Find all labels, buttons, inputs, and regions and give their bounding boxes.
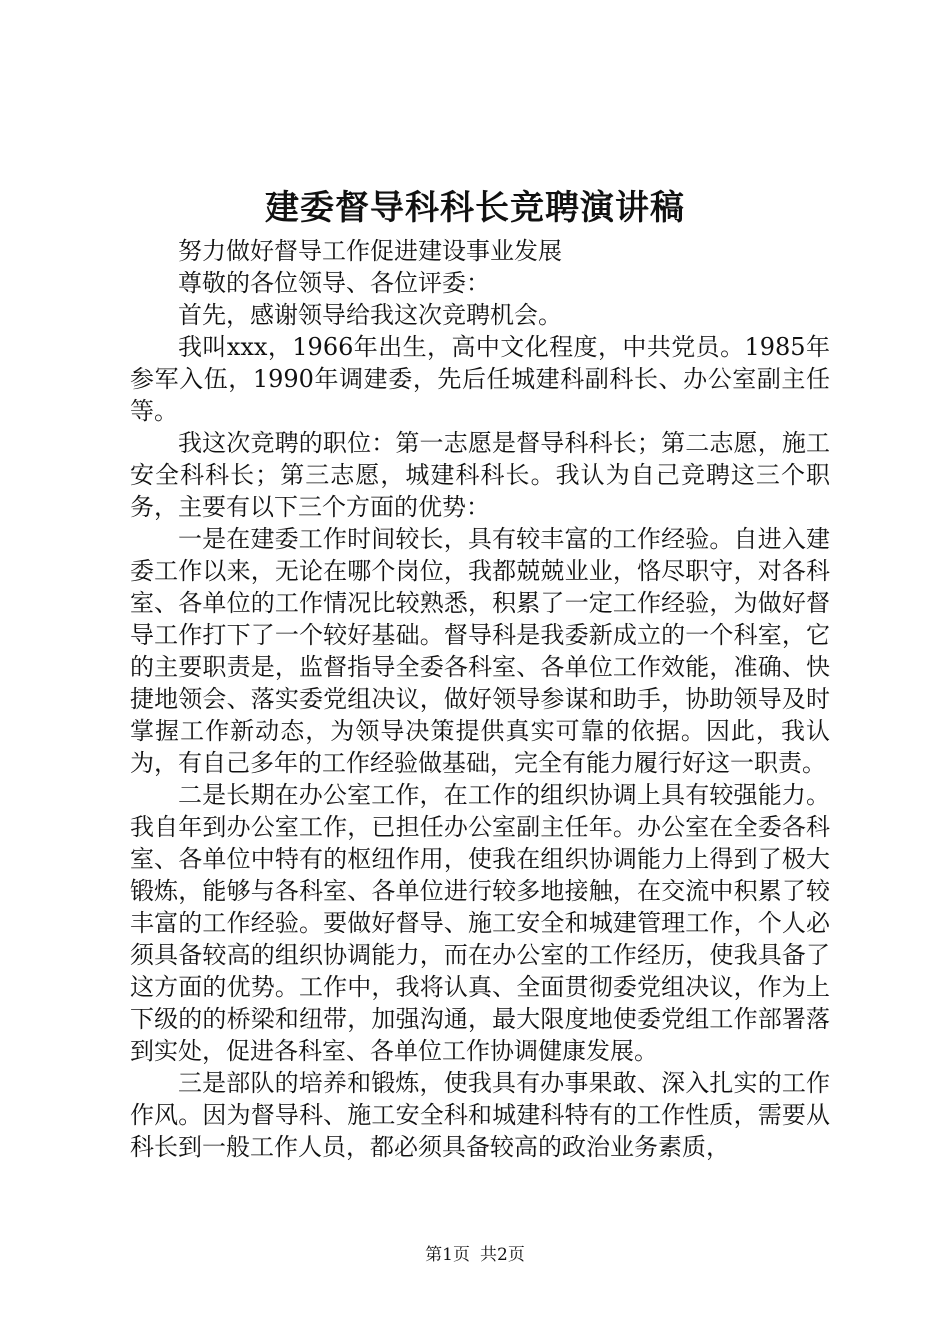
document-title: 建委督导科科长竞聘演讲稿 xyxy=(265,188,685,228)
paragraph-subtitle: 努力做好督导工作促进建设事业发展 xyxy=(178,237,562,265)
paragraph-salutation: 尊敬的各位领导、各位评委： xyxy=(178,269,490,297)
paragraph: 三是部队的培养和锻炼，使我具有办事果敢、深入扎实的工作作风。因为督导科、施工安全科和城建科特有的工作性质，需要从科长到一般工作人员，都必须具备较高的政治业务素质， xyxy=(130,1069,830,1161)
document-body xyxy=(130,235,830,1163)
paragraph: 首先，感谢领导给我这次竞聘机会。 xyxy=(178,301,562,329)
page-number: 第1页 xyxy=(425,1245,470,1265)
paragraph: 我叫xxx，1966年出生，高中文化程度，中共党员。1985年参军入伍，1990年调建委，先后任城建科副科长、办公室副主任等。 xyxy=(130,333,830,425)
paragraph: 二是长期在办公室工作，在工作的组织协调上具有较强能力。我自年到办公室工作，已担任办公室副主任年。办公室在全委各科室、各单位中特有的枢纽作用，使我在组织协调能力上得到了极大锻炼，能够与各科室、各单位进行较多地接触，在交流中积累了较丰富的工作经验。要做好督导、施工安全和城建管理工作，个人必须具备较高的组织协调能力，而在办公室的工作经历，使我具备了这方面的优势。工作中，我将认真、全面贯彻委党组决议，作为上下级的的桥梁和纽带，加强沟通，最大限度地使委党组工作部署落到实处，促进各科室、各单位工作协调健康发展。 xyxy=(130,781,830,1065)
paragraph: 一是在建委工作时间较长，具有较丰富的工作经验。自进入建委工作以来，无论在哪个岗位，我都兢兢业业，恪尽职守，对各科室、各单位的工作情况比较熟悉，积累了一定工作经验，为做好督导工作打下了一个较好基础。督导科是我委新成立的一个科室，它的主要职责是，监督指导全委各科室、各单位工作效能，准确、快捷地领会、落实委党组决议，做好领导参谋和助手，协助领导及时掌握工作新动态，为领导决策提供真实可靠的依据。因此，我认为，有自己多年的工作经验做基础，完全有能力履行好这一职责。 xyxy=(130,525,830,777)
page-total: 共2页 xyxy=(480,1245,525,1265)
paragraph: 我这次竞聘的职位：第一志愿是督导科科长；第二志愿，施工安全科科长；第三志愿，城建科科长。我认为自己竞聘这三个职务，主要有以下三个方面的优势： xyxy=(130,429,830,521)
page-footer xyxy=(0,1243,950,1267)
